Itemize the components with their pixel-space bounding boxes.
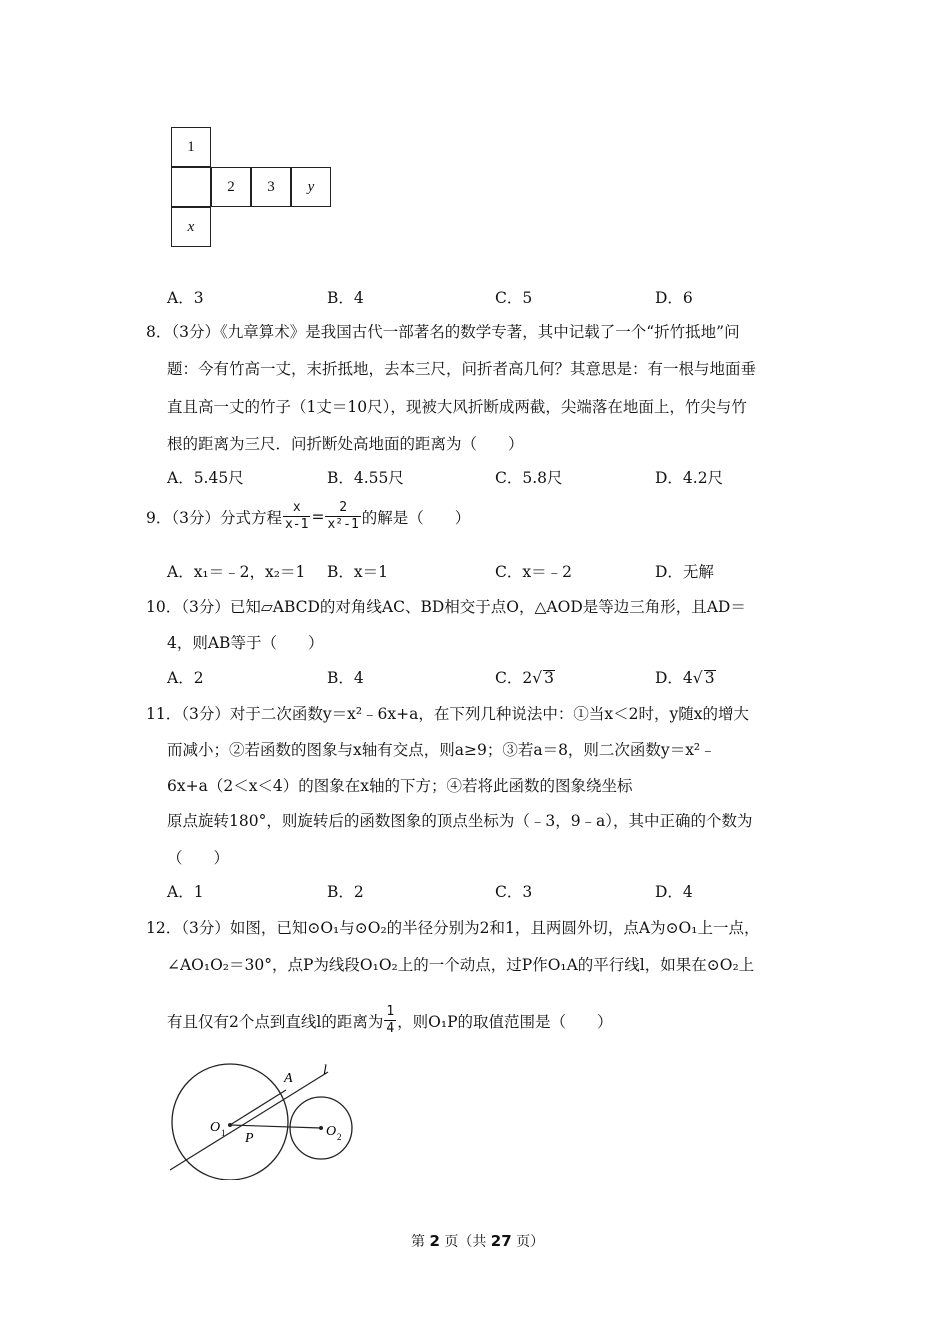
net-cell xyxy=(171,167,211,207)
option-c-label: C．2 xyxy=(495,669,533,687)
label-o1-sub: 1 xyxy=(221,1128,226,1138)
option-c: C．x＝﹣2 xyxy=(495,563,572,581)
question-11-line: 原点旋转180°，则旋转后的函数图象的顶点坐标为（﹣3，9﹣a），其中正确的个数为 xyxy=(167,812,753,830)
question-11-line: 6x+a（2＜x＜4）的图象在x轴的下方；④若将此函数的图象绕坐标 xyxy=(167,777,633,795)
option-a: A．2 xyxy=(167,669,204,687)
tangent-circles-figure xyxy=(160,1060,370,1180)
net-cell: 3 xyxy=(251,167,291,207)
radicand: 3 xyxy=(704,669,715,687)
option-d: D．4.2尺 xyxy=(655,469,724,487)
question-8-line: 8．（3分）《九章算术》是我国古代一部著名的数学专著，其中记载了一个“折竹抵地”问 xyxy=(146,323,740,341)
option-a: A．x₁＝﹣2，x₂＝1 xyxy=(167,563,306,581)
question-12-line: ∠AO₁O₂＝30°，点P为线段O₁O₂上的一个动点，过P作O₁A的平行线l，如果在⊙O₂上 xyxy=(167,956,755,974)
option-d xyxy=(655,666,716,688)
page-footer xyxy=(411,1231,544,1251)
footer-page-number: 2 xyxy=(429,1232,440,1250)
option-a: A．1 xyxy=(167,883,204,901)
fraction xyxy=(325,500,360,533)
point-o1 xyxy=(228,1123,232,1127)
option-a: A．3 xyxy=(167,289,204,307)
segment-o1-o2 xyxy=(230,1125,321,1128)
fraction-denominator: x²-1 xyxy=(327,517,359,532)
option-d: D．无解 xyxy=(655,563,714,581)
question-12-line: 12．（3分）如图，已知⊙O₁与⊙O₂的半径分别为2和1，且两圆外切，点A为⊙O₁上一点， xyxy=(146,919,760,937)
option-c: C．5 xyxy=(495,289,533,307)
option-b: B．4 xyxy=(327,289,364,307)
question-12-text: ，则O₁P的取值范围是（ ） xyxy=(397,1012,613,1031)
footer-total-pages: 27 xyxy=(490,1232,512,1250)
option-b: B．2 xyxy=(327,883,364,901)
label-o2: O xyxy=(326,1124,337,1139)
fraction-denominator: x-1 xyxy=(284,517,309,532)
question-8-line: 直且高一丈的竹子（1丈＝10尺），现被大风折断成两截，尖端落在地面上，竹尖与竹 xyxy=(167,398,747,416)
question-8-line: 根的距离为三尺．问折断处高地面的距离为（ ） xyxy=(167,435,524,453)
option-b: B．x＝1 xyxy=(327,563,388,581)
line-l xyxy=(170,1072,328,1170)
net-cell: y xyxy=(291,167,331,207)
fraction-numerator: 1 xyxy=(386,1004,395,1019)
question-11-line: 11．（3分）对于二次函数y＝x²﹣6x+a，在下列几种说法中：①当x＜2时，y随x的增大 xyxy=(146,705,749,723)
fraction xyxy=(384,1004,396,1037)
net-cell: 2 xyxy=(211,167,251,207)
fraction-numerator: x xyxy=(283,500,310,517)
option-c: C．3 xyxy=(495,883,533,901)
radicand: 3 xyxy=(544,669,554,687)
question-9-suffix: 的解是（ ） xyxy=(361,508,471,527)
label-p: P xyxy=(245,1131,254,1146)
label-o1: O xyxy=(210,1120,221,1135)
radical-sign: √ xyxy=(692,669,703,687)
net-cell: 1 xyxy=(171,127,211,167)
question-9 xyxy=(146,500,470,533)
fraction-numerator: 2 xyxy=(325,500,360,517)
segment-o1-a xyxy=(230,1090,286,1125)
radical-sign: √ xyxy=(532,669,543,687)
option-b: B．4.55尺 xyxy=(327,469,404,487)
question-10-line: 4，则AB等于（ ） xyxy=(167,634,324,652)
equals-sign: = xyxy=(311,507,325,526)
question-11-line: （ ） xyxy=(167,849,230,867)
point-o2 xyxy=(319,1126,323,1130)
option-c xyxy=(495,666,555,688)
footer-post: 页） xyxy=(516,1234,545,1250)
footer-pre: 第 xyxy=(411,1234,425,1250)
net-cell: x xyxy=(171,207,211,247)
option-a: A．5.45尺 xyxy=(167,469,244,487)
option-d: D．6 xyxy=(655,289,693,307)
option-d: D．4 xyxy=(655,883,693,901)
footer-mid: 页（共 xyxy=(444,1234,487,1250)
fraction-denominator: 4 xyxy=(386,1021,395,1036)
circle-o1 xyxy=(172,1064,288,1180)
option-d-label: D．4 xyxy=(655,669,693,687)
fraction xyxy=(283,500,310,533)
label-l: l xyxy=(323,1063,327,1078)
label-o2-sub: 2 xyxy=(337,1132,342,1142)
option-c: C．5.8尺 xyxy=(495,469,563,487)
question-11-line: 而减小；②若函数的图象与x轴有交点，则a≥9；③若a＝8，则二次函数y＝x²﹣ xyxy=(167,741,716,759)
question-10-line: 10．（3分）已知▱ABCD的对角线AC、BD相交于点O，△AOD是等边三角形，且AD＝ xyxy=(146,598,746,616)
question-12-line xyxy=(167,1004,613,1037)
question-12-text: 有且仅有2个点到直线l的距离为 xyxy=(167,1012,384,1031)
label-a: A xyxy=(284,1071,293,1086)
question-8-line: 题：今有竹高一丈，末折抵地，去本三尺，问折者高几何？其意思是：有一根与地面垂 xyxy=(167,360,757,378)
option-b: B．4 xyxy=(327,669,364,687)
question-9-prefix: 9．（3分）分式方程 xyxy=(146,508,282,527)
